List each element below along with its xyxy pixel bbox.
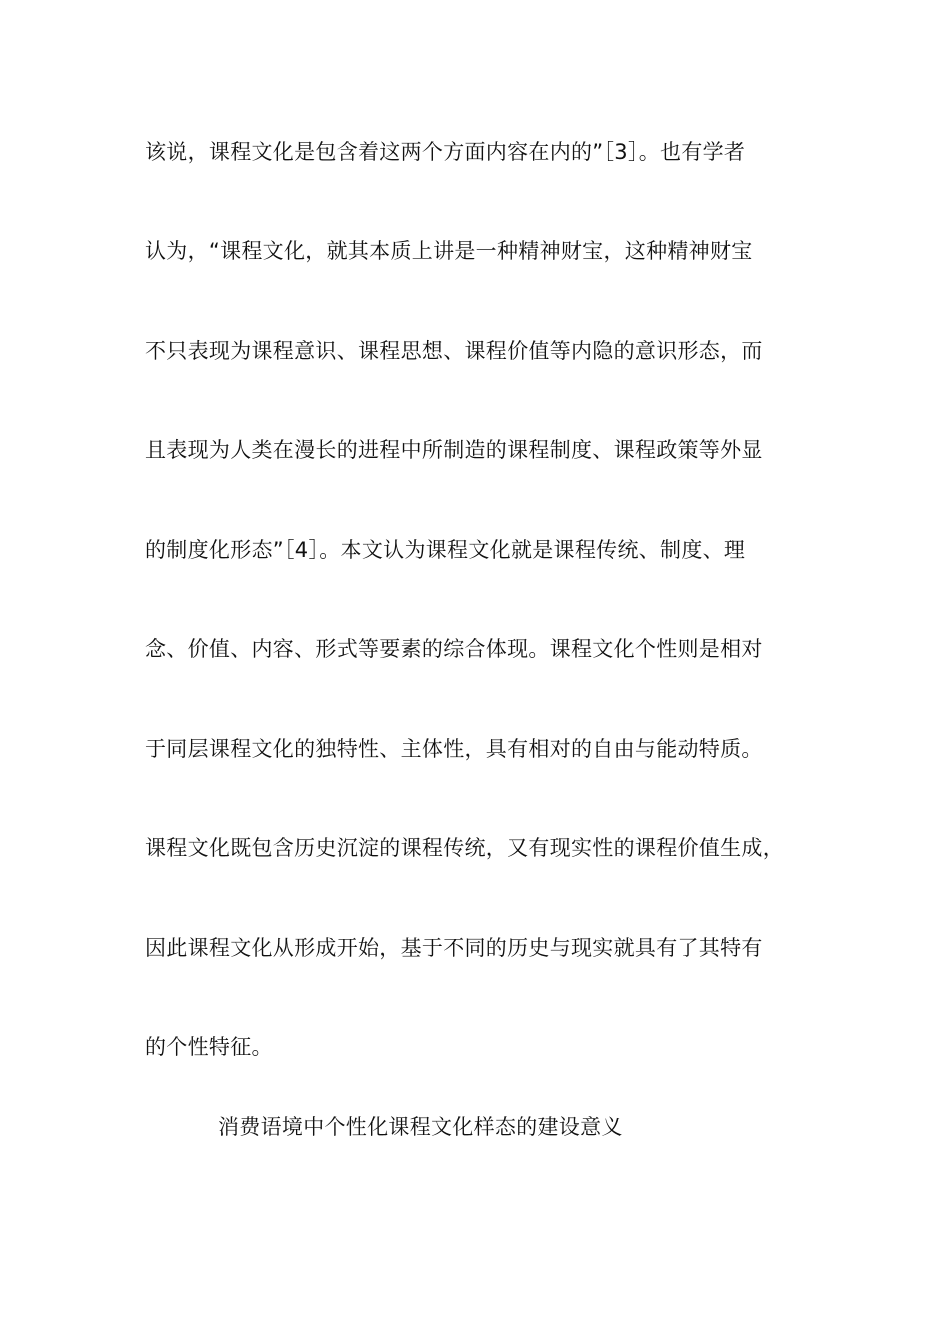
paragraph-line-8: 课程文化既包含历史沉淀的课程传统，又有现实性的课程价值生成， — [145, 836, 784, 860]
paragraph-line-3: 不只表现为课程意识、课程思想、课程价值等内隐的意识形态，而 — [145, 339, 763, 363]
paragraph-line-10: 的个性特征。 — [145, 1035, 273, 1059]
paragraph-line-5: 的制度化形态”［4］。本文认为课程文化就是课程传统、制度、理 — [145, 538, 746, 562]
paragraph-line-1: 该说，课程文化是包含着这两个方面内容在内的”［3］。也有学者 — [145, 140, 746, 164]
paragraph-line-6: 念、价值、内容、形式等要素的综合体现。课程文化个性则是相对 — [145, 637, 763, 661]
paragraph-line-2: 认为，“课程文化，就其本质上讲是一种精神财宝，这种精神财宝 — [145, 239, 753, 263]
paragraph-line-9: 因此课程文化从形成开始，基于不同的历史与现实就具有了其特有 — [145, 936, 763, 960]
paragraph-line-7: 于同层课程文化的独特性、主体性，具有相对的自由与能动特质。 — [145, 737, 763, 761]
section-heading: 消费语境中个性化课程文化样态的建设意义 — [218, 1115, 623, 1139]
paragraph-line-4: 且表现为人类在漫长的进程中所制造的课程制度、课程政策等外显 — [145, 438, 763, 462]
